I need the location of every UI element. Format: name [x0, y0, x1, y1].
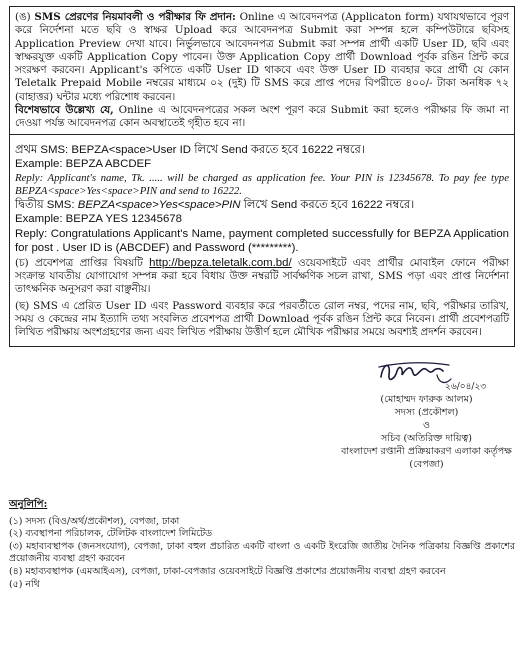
signatory-title-member: সদস্য (প্রকৌশল)	[394, 406, 459, 418]
admit-card-notice	[15, 256, 509, 297]
signatory-organization: বাংলাদেশ রপ্তানী প্রক্রিয়াকরণ এলাকা কর্তৃপক্ষ (বেপজা)	[341, 445, 512, 470]
sms-rules-box	[9, 6, 515, 135]
sms-rules-prefix: (ঙ)	[15, 11, 35, 23]
signature-date: ২৬/০৪/২৩	[445, 381, 487, 392]
signatory-title-secretary: সচিব (অতিরিক্ত দায়িত্ব)	[381, 432, 472, 444]
second-sms-suffix: লিখে Send করতে হবে 16222 নম্বরে।	[240, 198, 415, 211]
sms-rules-text: Online এ আবেদনপত্র (Applicaton form) যথাযথভাবে পূরণ করে নির্দেশনা মতে ছবি ও স্বাক্ষর Upload করে আবেদনপত্র Submit করা সম্পন্ন হলে কম্পিউটারে ছবিসহ Application Preview দেখা যাবে। নির্ভুলভাবে আবেদনপত্র Submit করা সম্পন্ন প্রার্থী একটি User ID, ছবি এবং স্বাক্ষরযুক্ত একটি Application Copy পাবেন। উক্ত Application Copy প্রার্থী Download পূর্বক রঙিন প্রিন্ট করে সংরক্ষণ করবেন। Applicant's কপিতে একটি User ID থাকবে এবং উক্ত User ID ব্যবহার করে প্রার্থী যে কোন Teletalk Prepaid Mobile নম্বরের মাধ্যমে ০২ (দুই) টি SMS করে প্রাপ্ত পদের বিপরীতে ৪০০/- টাকা অনধিক ৭২ (বাহাত্তর) ঘন্টার মধ্যে পরিশোধ করবেন।	[15, 11, 509, 103]
second-sms-reply: Reply: Congratulations Applicant's Name, payment completed successfully for BEPZA Application for post . User ID is (ABCDEF) and Password (*********).	[15, 227, 509, 255]
copy-to-item: (৫) নথি	[9, 578, 40, 590]
special-note-text: Online এ আবেদনপত্রের সকল অংশ পূরণ করে Submit করা হলেও পরীক্ষার ফি জমা না দেওয়া পর্যন্ত আবেদনপত্র কোন অবস্থাতেই গৃহীত হবে না।	[15, 104, 509, 130]
sms-instructions-box	[9, 134, 515, 347]
first-sms-reply: Reply: Applicant's name, Tk. ..... will be charged as application fee. Your PIN is 12345678. To pay fee type BEPZA<space>Yes<space>PIN and send to 16222.	[15, 171, 509, 197]
signature-block	[9, 347, 515, 497]
sms-rules-paragraph	[15, 11, 509, 104]
admit-card-notice-prefix: (চ) প্রবেশপত্র প্রাপ্তির বিষয়টি	[15, 256, 150, 269]
admit-card-notice-suffix: ওয়েবসাইটে এবং প্রার্থীর মোবাইল ফোনে পরীক্ষা সংক্রান্ত যাবতীয় যোগাযোগ সম্পন্ন করা হবে বিধায় উক্ত নম্বরটি সার্বক্ষণিক সচল রাখা, SMS পড়া এবং প্রাপ্ত নির্দেশনা তাৎক্ষনিক অনুসরণ করা বাঞ্ছনীয়।	[15, 256, 509, 296]
special-note-paragraph	[15, 104, 509, 131]
second-sms-example: Example: BEPZA YES 12345678	[15, 213, 182, 226]
signatory-details	[339, 393, 514, 471]
copy-to-item: (৪) মহাব্যবস্থাপক (এমআইএস), বেপজা, ঢাকা-বেপজার ওয়েবসাইটে বিজ্ঞপ্তি প্রকাশের প্রয়োজনীয় ব্যবস্থা গ্রহণ করবেন	[9, 566, 446, 578]
signatory-and: ও	[423, 419, 430, 431]
copy-to-item: (৩) মহাব্যবস্থাপক (জনসংযোগ), বেপজা, ঢাকা বহুল প্রচারিত একটি বাংলা ও একটি ইংরেজি জাতীয় দৈনিক পত্রিকায় বিজ্ঞপ্তি প্রকাশের প্রয়োজনীয় ব্যবস্থা গ্রহণ করবেন	[9, 540, 515, 565]
teletalk-website-link[interactable]: http://bepza.teletalk.com.bd/	[149, 256, 292, 269]
second-sms-prefix: দ্বিতীয় SMS:	[15, 198, 78, 211]
copy-to-section	[9, 497, 515, 592]
second-sms-format: BEPZA<space>Yes<space>PIN	[77, 198, 241, 211]
admit-card-download-notice: (ছ) SMS এ প্রেরিত User ID এবং Password ব্যবহার করে পরবর্তীতে রোল নম্বর, পদের নাম, ছবি, পরীক্ষার তারিখ, সময় ও কেন্দ্রের নাম ইত্যাদি তথ্য সংবলিত প্রবেশপত্র প্রার্থী Download পূর্বক রঙিন প্রিন্ট করে নিবেন। প্রার্থী প্রবেশপত্রটি লিখিত পরীক্ষায় অংশগ্রহণের জন্য এবং লিখিত পরীক্ষায় উত্তীর্ণ হলে মৌখিক পরীক্ষার সময়ে অবশ্যই প্রদর্শন করবেন।	[15, 299, 509, 339]
first-sms-instruction: প্রথম SMS: BEPZA<space>User ID লিখে Send করতে হবে 16222 নম্বরে।	[15, 143, 365, 156]
sms-rules-heading: SMS প্রেরণের নিয়মাবলী ও পরীক্ষার ফি প্রদান:	[34, 11, 236, 23]
copy-to-item: (১) সদস্য (বিও/অর্থ/প্রকৌশল), বেপজা, ঢাকা	[9, 515, 180, 527]
copy-to-item: (২) ব্যবস্থাপনা পরিচালক, টেলিটক বাংলাদেশ লিমিটেড	[9, 528, 213, 540]
signatory-name: (মোহাম্মদ ফারুক আলম)	[380, 393, 473, 405]
special-note-heading: বিশেষভাবে উল্লেখ্য যে,	[15, 104, 114, 117]
copy-to-title: অনুলিপি:	[9, 498, 48, 510]
document-page	[0, 6, 524, 646]
first-sms-example: Example: BEPZA ABCDEF	[15, 158, 152, 171]
second-sms-instruction	[15, 198, 509, 213]
